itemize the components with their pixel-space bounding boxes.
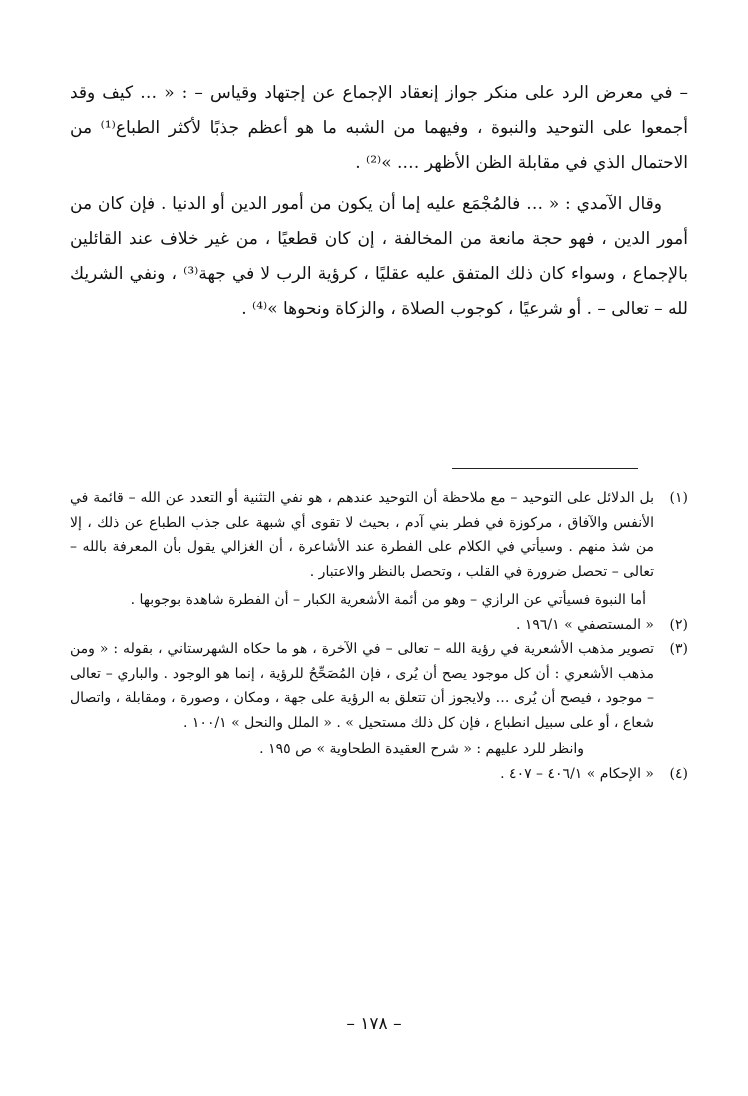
page-number: – ١٧٨ – xyxy=(346,1014,402,1034)
footnote xyxy=(70,762,688,787)
footnote-separator xyxy=(452,468,638,469)
footnotes xyxy=(70,486,688,786)
footnote-text: وانظر للرد عليهم : « شرح العقيدة الطحاوية » ص ١٩٥ . xyxy=(259,741,584,757)
footnote-text: تصوير مذهب الأشعرية في رؤية الله – تعالى – في الآخرة ، هو ما حكاه الشهرستاني ، بقوله : « ومن مذهب الأشعري : أن كل موجود يصح أن يُرى ، فإن المُصَحِّحُ للرؤية ، إنما هو الوجود . والباري – تعالى – موجود ، فيصح أن يُرى … ولايجوز أن تتعلق به الرؤية على جهة ، ومكان ، وصورة ، ومقابلة ، واتصال شعاع ، أو على سبيل انطباع ، فإن كل ذلك مستحيل » . « الملل والنحل » ١٠٠/١ . xyxy=(70,641,654,731)
footnote-body xyxy=(70,637,654,762)
footnote xyxy=(70,486,688,613)
main-paragraph: وقال الآمدي : « … فالمُجْمَع عليه إما أن يكون من أمور الدين أو الدنيا . فإن كان من أمور الدين ، فهو حجة مانعة من المخالفة ، إن كان قطعيًا ، من غير خلاف عند القائلين بالإجماع ، وسواء كان ذلك المتفق عليه عقليًا ، كرؤية الرب لا في جهة⁽³⁾ ، ونفي الشريك لله – تعالى – . أو شرعيًا ، كوجوب الصلاة ، والزكاة ونحوها »⁽⁴⁾ . xyxy=(70,194,688,319)
footnote-text: « المستصفي » ١٩٦/١ . xyxy=(515,616,654,633)
footnote-body xyxy=(70,613,654,638)
footnote-number: (٤) xyxy=(669,765,688,782)
footnote xyxy=(70,637,688,762)
footnote-text: « الإحكام » ٤٠٦/١ – ٤٠٧ . xyxy=(500,765,654,782)
footnote-body xyxy=(70,486,654,613)
main-text xyxy=(70,76,688,327)
footnote-text: بل الدلائل على التوحيد – مع ملاحظة أن التوحيد عندهم ، هو نفي التثنية أو التعدد عن الله – قائمة في الأنفس والآفاق ، مركوزة في فطر بني آدم ، بحيث لا تقوى أي شبهة على جذب الطباع عن ذلك ، إلا من شذ منهم . وسيأتي في الكلام على الفطرة عند الأشاعرة ، أن الغزالي يقول بأن المعرفة بالله – تعالى – تحصل ضرورة في القلب ، وتحصل بالنظر والاعتبار . xyxy=(70,490,654,580)
footnote-body xyxy=(70,762,654,787)
footnote-number: (٣) xyxy=(669,641,688,657)
footnote-text: أما النبوة فسيأتي عن الرازي – وهو من أئمة الأشعرية الكبار – أن الفطرة شاهدة بوجوبها . xyxy=(130,592,646,608)
main-paragraph: – في معرض الرد على منكر جواز إنعقاد الإجماع عن إجتهاد وقياس – : « … كيف وقد أجمعوا على التوحيد والنبوة ، وفيهما من الشبه ما هو أعظم جذبًا لأكثر الطباع⁽¹⁾ من الاحتمال الذي في مقابلة الظن الأظهر …. »⁽²⁾ . xyxy=(70,83,688,173)
footnote xyxy=(70,613,688,638)
footnote-number: (١) xyxy=(669,490,688,506)
footnote-number: (٢) xyxy=(669,616,688,633)
